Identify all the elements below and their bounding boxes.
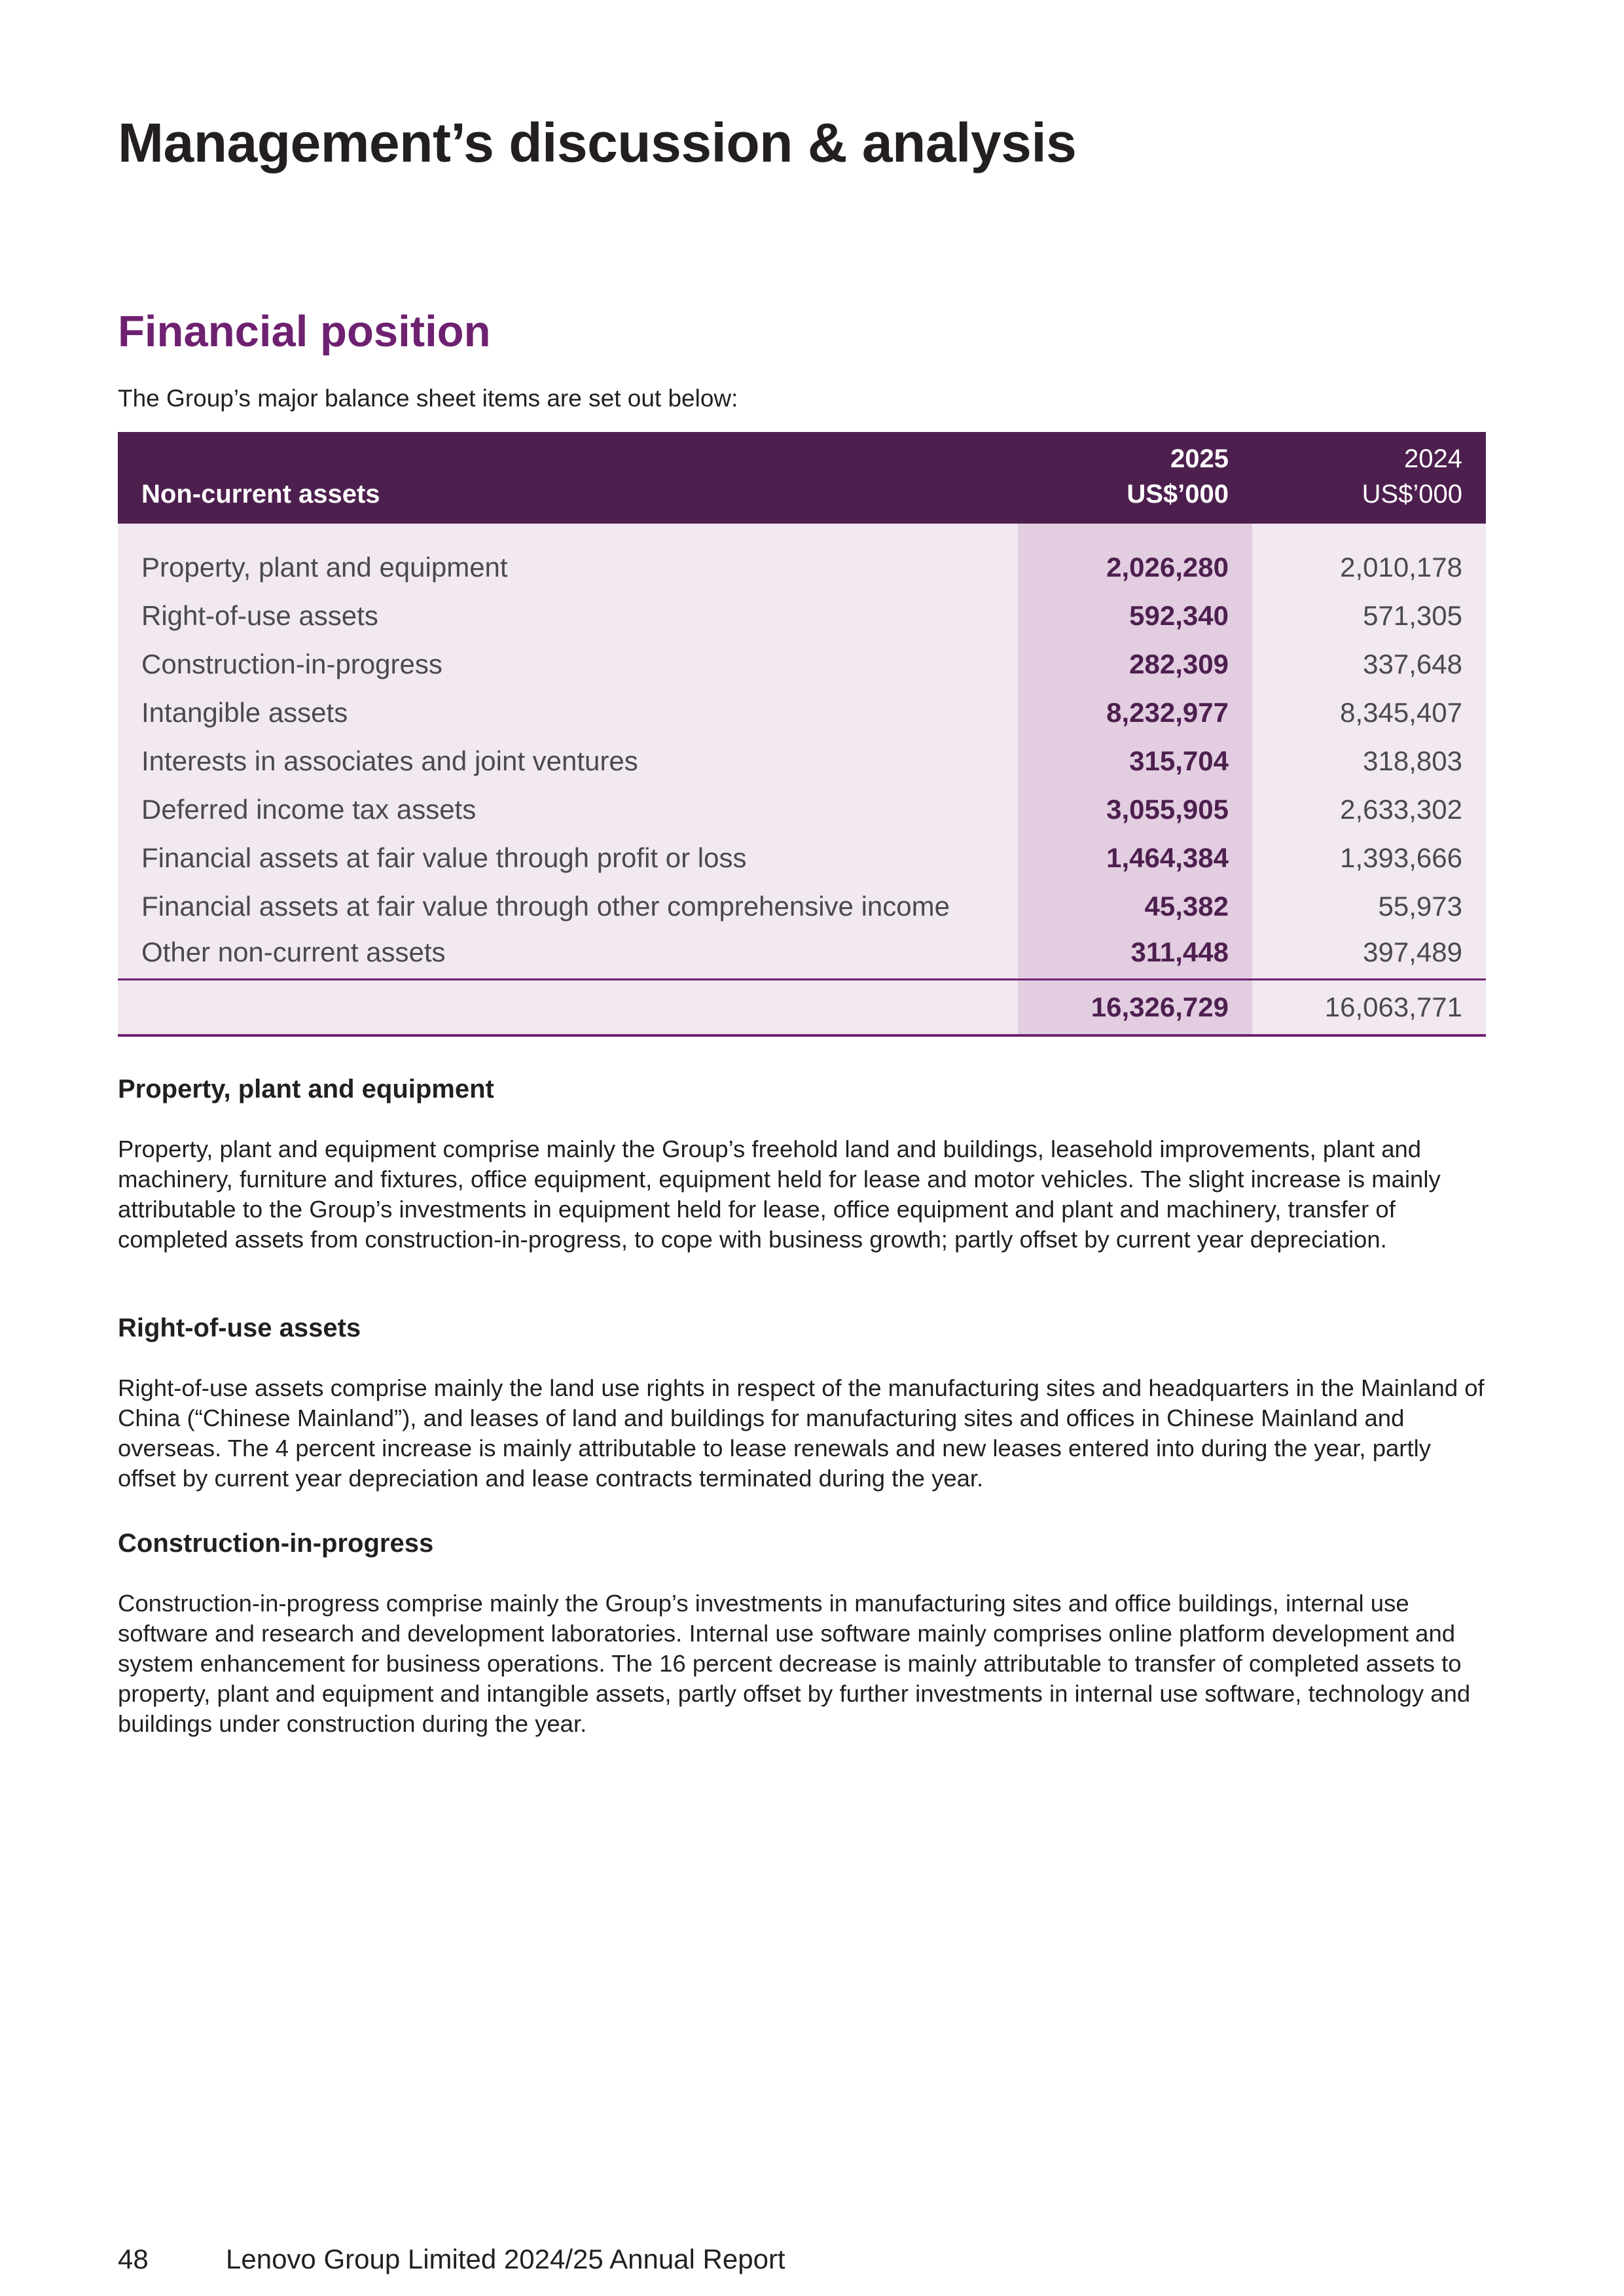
row-current-value: 592,340 (1018, 592, 1252, 640)
balance-sheet-table (118, 432, 1486, 1037)
table-header-row (118, 432, 1486, 524)
table-row (118, 834, 1486, 882)
section-title: Financial position (118, 307, 491, 356)
spacer-cell (118, 524, 1018, 543)
row-label: Interests in associates and joint ventures (118, 737, 1018, 785)
row-label: Right-of-use assets (118, 592, 1018, 640)
row-current-value: 282,309 (1018, 640, 1252, 689)
row-prior-value: 55,973 (1252, 882, 1486, 931)
total-label (118, 979, 1018, 1035)
row-label: Property, plant and equipment (118, 543, 1018, 592)
table-row (118, 543, 1486, 592)
table-row (118, 640, 1486, 689)
table-row (118, 592, 1486, 640)
table-row (118, 689, 1486, 737)
row-prior-value: 2,633,302 (1252, 785, 1486, 834)
header-label: Non-current assets (118, 432, 1018, 524)
spacer-cell (1018, 524, 1252, 543)
page-number: 48 (118, 2244, 149, 2274)
header-current-year (1018, 432, 1252, 524)
table-row (118, 931, 1486, 979)
spacer-cell (1252, 524, 1486, 543)
total-prior-value: 16,063,771 (1252, 979, 1486, 1035)
row-current-value: 1,464,384 (1018, 834, 1252, 882)
row-prior-value: 8,345,407 (1252, 689, 1486, 737)
table-row (118, 785, 1486, 834)
row-current-value: 2,026,280 (1018, 543, 1252, 592)
total-current-value: 16,326,729 (1018, 979, 1252, 1035)
header-prior-year (1252, 432, 1486, 524)
row-current-value: 8,232,977 (1018, 689, 1252, 737)
row-label: Intangible assets (118, 689, 1018, 737)
row-label: Construction-in-progress (118, 640, 1018, 689)
row-label: Other non-current assets (118, 931, 1018, 979)
header-current-unit: US$’000 (1127, 480, 1229, 509)
row-label: Deferred income tax assets (118, 785, 1018, 834)
row-prior-value: 2,010,178 (1252, 543, 1486, 592)
row-prior-value: 337,648 (1252, 640, 1486, 689)
row-prior-value: 1,393,666 (1252, 834, 1486, 882)
header-prior-unit: US$’000 (1362, 480, 1462, 509)
row-label: Financial assets at fair value through other comprehensive income (118, 882, 1018, 931)
section-body-construction-in-progress: Construction-in-progress comprise mainly the Group’s investments in manufacturing sites and office buildings, internal use software and research and development laboratories. Internal use software mainly comprises online platform development and system enhancement for business operations. The 16 percent decrease is mainly attributable to transfer of completed assets to property, plant and equipment and intangible assets, partly offset by further investments in internal use software, technology and buildings under construction during the year. (118, 1590, 1471, 1737)
header-current-year-value: 2025 (1170, 444, 1229, 473)
section-heading-right-of-use-assets: Right-of-use assets (118, 1314, 361, 1342)
section-body-right-of-use-assets: Right-of-use assets comprise mainly the land use rights in respect of the manufacturing sites and headquarters in the Mainland of China (“Chinese Mainland”), and leases of land and buildings for manufacturing sites and offices in Chinese Mainland and overseas. The 4 percent increase is mainly attributable to lease renewals and new leases entered into during the year, partly offset by current year depreciation and lease contracts terminated during the year. (118, 1374, 1485, 1492)
page-footer (118, 2244, 785, 2275)
section-body-property-plant-equipment: Property, plant and equipment comprise mainly the Group’s freehold land and buildings, leasehold improvements, plant and machinery, furniture and fixtures, office equipment, equipment held for lease and motor vehicles. The slight increase is mainly attributable to the Group’s investments in equipment held for lease, office equipment and plant and machinery, transfer of completed assets from construction-in-progress, to cope with business growth; partly offset by current year depreciation. (118, 1136, 1441, 1253)
row-current-value: 3,055,905 (1018, 785, 1252, 834)
row-prior-value: 397,489 (1252, 931, 1486, 979)
section-heading-construction-in-progress: Construction-in-progress (118, 1529, 434, 1558)
row-label: Financial assets at fair value through profit or loss (118, 834, 1018, 882)
section-heading-property-plant-equipment: Property, plant and equipment (118, 1075, 494, 1103)
table-row (118, 737, 1486, 785)
header-prior-year-value: 2024 (1404, 444, 1462, 473)
row-current-value: 311,448 (1018, 931, 1252, 979)
row-prior-value: 571,305 (1252, 592, 1486, 640)
publication-name: Lenovo Group Limited 2024/25 Annual Report (226, 2244, 785, 2274)
table-spacer-row (118, 524, 1486, 543)
table-row (118, 882, 1486, 931)
row-prior-value: 318,803 (1252, 737, 1486, 785)
row-current-value: 45,382 (1018, 882, 1252, 931)
intro-text: The Group’s major balance sheet items are set out below: (118, 385, 738, 412)
row-current-value: 315,704 (1018, 737, 1252, 785)
table-total-row (118, 979, 1486, 1035)
page-title: Management’s discussion & analysis (118, 112, 1077, 173)
